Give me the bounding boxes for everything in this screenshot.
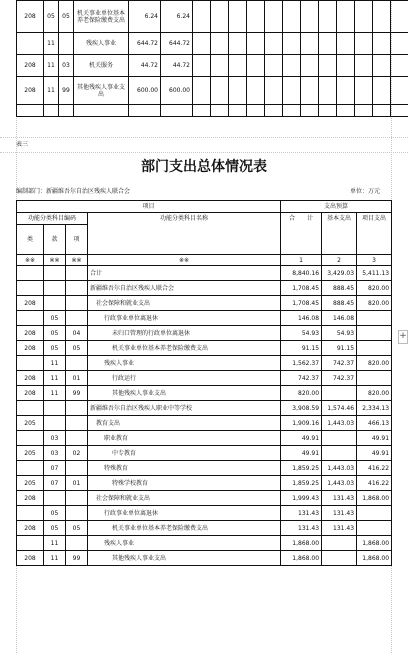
table-row [17,521,392,536]
amount-basic [322,386,357,401]
sheet-label: 表三 [16,141,29,148]
table-row [17,476,392,491]
header-budget: 支出预算 [281,201,392,213]
amount-basic [322,446,357,461]
item-name: 职业教育 [88,431,281,446]
empty-cell [319,55,337,77]
empty-cell [229,33,247,55]
empty-cell [355,55,373,77]
code-kuan [44,491,66,506]
amount-project: 1,868.00 [357,491,392,506]
amount-basic: 1,443.03 [322,476,357,491]
amount-total: 742.37 [281,371,322,386]
amount: 44.72 [129,55,161,77]
item-name: 特殊教育 [88,461,281,476]
amount-basic: 1,574.46 [322,401,357,416]
table-row [17,77,408,105]
item-name: 残疾人事业 [74,33,129,55]
code-lei: 208 [17,521,44,536]
code-lei: 208 [17,386,44,401]
table-row [17,33,408,55]
code-xiang [66,461,88,476]
code-xiang: 02 [66,446,88,461]
empty-cell [265,1,283,33]
amount-total: 1,859.25 [281,476,322,491]
expenditure-table [16,200,392,566]
code-xiang [59,33,74,55]
code-lei [17,536,44,551]
empty-cell [355,1,373,33]
empty-cell [355,105,373,117]
empty-cell [193,1,211,33]
amount-total: 8,840.16 [281,266,322,281]
item-name: 机关服务 [74,55,129,77]
amount-project: 49.91 [357,431,392,446]
empty-cell [391,105,408,117]
code-lei: 205 [17,476,44,491]
header-col-number: 2 [322,255,357,266]
amount: 6.24 [161,1,193,33]
empty-cell [129,105,161,117]
empty-cell [373,1,391,33]
code-lei: 208 [17,55,44,77]
code-kuan: 05 [44,1,59,33]
item-name: 行政运行 [88,371,281,386]
amount-total: 1,562.37 [281,356,322,371]
code-xiang [66,356,88,371]
table-row [17,266,392,281]
code-kuan [44,416,66,431]
code-xiang [66,431,88,446]
code-lei: 208 [17,371,44,386]
header-func-code: 功能分类科目编码 [17,213,88,225]
empty-cell [283,1,301,33]
page-break-guide [0,152,408,153]
amount-project: 820.00 [357,296,392,311]
empty-cell [373,33,391,55]
item-name: 其他残疾人事业支出 [88,551,281,566]
amount-project [357,371,392,386]
expenditure-table-body [17,266,392,566]
empty-cell [319,105,337,117]
amount-total: 1,708.45 [281,296,322,311]
amount-project [357,506,392,521]
amount-project: 416.22 [357,476,392,491]
item-name: 中专教育 [88,446,281,461]
empty-cell [319,33,337,55]
empty-cell [193,77,211,105]
table-row [17,326,392,341]
item-name: 社会保障和就业支出 [88,296,281,311]
item-name: 机关事业单位基本养老保险缴费支出 [74,1,129,33]
item-name: 新疆维吾尔自治区残疾人联合会 [88,281,281,296]
code-kuan [44,401,66,416]
code-kuan: 05 [44,311,66,326]
code-lei [17,281,44,296]
code-kuan: 03 [44,431,66,446]
header-total: 合 计 [281,213,322,255]
empty-cell [337,105,355,117]
empty-cell [44,105,59,117]
amount-total: 1,999.43 [281,491,322,506]
code-lei [17,431,44,446]
code-xiang: 03 [59,55,74,77]
code-kuan: 11 [44,33,59,55]
empty-cell [337,55,355,77]
unit-label: 单位：万元 [350,188,381,195]
empty-cell [391,1,408,33]
code-kuan [44,266,66,281]
code-kuan: 05 [44,326,66,341]
empty-cell [373,105,391,117]
amount-project: 49.91 [357,446,392,461]
amount-project: 820.00 [357,386,392,401]
code-xiang: 01 [66,371,88,386]
header-xx: ※※ [17,255,44,266]
code-kuan: 05 [44,341,66,356]
amount-total: 131.43 [281,506,322,521]
item-name: 行政事业单位离退休 [88,311,281,326]
amount-total: 54.93 [281,326,322,341]
code-kuan: 05 [44,521,66,536]
empty-cell [355,77,373,105]
code-xiang: 99 [66,386,88,401]
table-row [17,536,392,551]
table-row [17,55,408,77]
empty-cell [229,55,247,77]
previous-table-fragment [16,0,408,117]
table-row [17,431,392,446]
code-xiang [66,416,88,431]
compiling-unit: 编制部门：新疆维吾尔自治区残疾人联合会 [16,188,131,195]
table-row [17,281,392,296]
table-row [17,371,392,386]
empty-cell [193,55,211,77]
code-lei: 208 [17,1,44,33]
code-lei: 208 [17,77,44,105]
amount-project: 820.00 [357,281,392,296]
amount-project: 2,334.13 [357,401,392,416]
header-lei: 类 [17,225,44,255]
header-project: 项目支出 [357,213,392,255]
empty-cell [211,1,229,33]
table-row [17,446,392,461]
amount-total: 91.15 [281,341,322,356]
item-name: 行政事业单位离退休 [88,506,281,521]
empty-cell [301,1,319,33]
code-xiang: 99 [59,77,74,105]
header-xx: ※※ [44,255,66,266]
code-kuan [44,296,66,311]
table-row [17,551,392,566]
amount-basic: 1,443.03 [322,416,357,431]
empty-cell [391,55,408,77]
item-name: 社会保障和就业支出 [88,491,281,506]
table-row [17,506,392,521]
code-lei: 205 [17,416,44,431]
amount-total: 49.91 [281,446,322,461]
code-xiang: 01 [66,476,88,491]
table-row [17,311,392,326]
item-name: 新疆维吾尔自治区残疾人职业中等学校 [88,401,281,416]
code-xiang: 99 [66,551,88,566]
code-kuan: 11 [44,551,66,566]
amount-project [357,521,392,536]
code-kuan: 07 [44,461,66,476]
code-kuan: 11 [44,55,59,77]
empty-cell [229,77,247,105]
amount-basic [322,431,357,446]
table-row [17,461,392,476]
code-lei: 208 [17,341,44,356]
previous-table-body [17,1,408,117]
header-xx: ※※ [88,255,281,266]
code-lei [17,401,44,416]
item-name: 机关事业单位基本养老保险缴费支出 [88,341,281,356]
amount-total: 131.43 [281,521,322,536]
empty-cell [74,105,129,117]
amount-project [357,311,392,326]
header-basic: 基本支出 [322,213,357,255]
amount-project: 820.00 [357,356,392,371]
amount-project: 5,411.13 [357,266,392,281]
amount-basic: 91.15 [322,341,357,356]
code-kuan: 11 [44,536,66,551]
amount: 644.72 [161,33,193,55]
code-lei: 208 [17,326,44,341]
page-break-guide [0,137,408,138]
table-row [17,296,392,311]
code-kuan: 07 [44,476,66,491]
empty-cell [337,77,355,105]
empty-cell [211,55,229,77]
table-row [17,491,392,506]
code-kuan: 11 [44,371,66,386]
amount-basic: 888.45 [322,281,357,296]
empty-cell [283,33,301,55]
code-lei [17,33,44,55]
code-xiang: 05 [66,341,88,356]
expand-handle-icon[interactable]: + [398,330,408,344]
empty-cell [301,33,319,55]
empty-cell [337,1,355,33]
code-xiang [66,296,88,311]
header-col-number: 3 [357,255,392,266]
code-lei [17,266,44,281]
code-lei [17,356,44,371]
empty-cell [319,77,337,105]
table-row [17,105,408,117]
empty-cell [265,55,283,77]
empty-cell [265,33,283,55]
amount-project [357,341,392,356]
empty-cell [229,1,247,33]
code-kuan: 11 [44,386,66,401]
empty-cell [265,77,283,105]
empty-cell [193,33,211,55]
empty-cell [319,1,337,33]
code-lei [17,506,44,521]
empty-cell [247,77,265,105]
code-xiang [66,491,88,506]
header-xx: ※※ [66,255,88,266]
amount: 644.72 [129,33,161,55]
amount-basic: 54.93 [322,326,357,341]
code-xiang [66,311,88,326]
header-xiang: 项 [66,225,88,255]
amount-project [357,326,392,341]
empty-cell [247,55,265,77]
code-kuan: 11 [44,77,59,105]
item-name: 特殊学校教育 [88,476,281,491]
table-row [17,416,392,431]
code-lei: 208 [17,491,44,506]
amount-total: 1,868.00 [281,551,322,566]
item-name: 合计 [88,266,281,281]
amount-total: 49.91 [281,431,322,446]
page-title: 部门支出总体情况表 [141,159,267,175]
amount-total: 3,908.59 [281,401,322,416]
empty-cell [283,77,301,105]
code-xiang: 05 [66,521,88,536]
amount-basic: 131.43 [322,491,357,506]
empty-cell [391,77,408,105]
item-name: 其他残疾人事业支出 [88,386,281,401]
code-kuan [44,281,66,296]
header-kuan: 款 [44,225,66,255]
empty-cell [355,33,373,55]
amount: 600.00 [161,77,193,105]
code-lei: 205 [17,446,44,461]
amount-basic: 1,443.03 [322,461,357,476]
amount-total: 1,868.00 [281,536,322,551]
amount-basic [322,551,357,566]
empty-cell [337,33,355,55]
amount-total: 820.00 [281,386,322,401]
empty-cell [301,55,319,77]
amount-basic: 742.37 [322,371,357,386]
item-name: 残疾人事业 [88,536,281,551]
empty-cell [229,105,247,117]
empty-cell [193,105,211,117]
code-lei: 208 [17,296,44,311]
empty-cell [211,105,229,117]
table-row [17,401,392,416]
amount-basic: 146.08 [322,311,357,326]
item-name: 其他残疾人事业支出 [74,77,129,105]
code-kuan: 03 [44,446,66,461]
amount-basic: 742.37 [322,356,357,371]
amount: 600.00 [129,77,161,105]
empty-cell [59,105,74,117]
empty-cell [211,33,229,55]
item-name: 教育支出 [88,416,281,431]
amount-basic: 131.43 [322,521,357,536]
amount-basic: 888.45 [322,296,357,311]
empty-cell [247,1,265,33]
empty-cell [161,105,193,117]
amount: 44.72 [161,55,193,77]
amount: 6.24 [129,1,161,33]
empty-cell [247,33,265,55]
amount-total: 1,859.25 [281,461,322,476]
empty-cell [265,105,283,117]
amount-total: 146.08 [281,311,322,326]
code-lei [17,311,44,326]
empty-cell [373,77,391,105]
item-name: 残疾人事业 [88,356,281,371]
code-xiang [66,536,88,551]
table-row [17,356,392,371]
empty-cell [247,105,265,117]
item-name: 机关事业单位基本养老保险缴费支出 [88,521,281,536]
amount-total: 1,708.45 [281,281,322,296]
code-xiang [66,266,88,281]
code-kuan: 05 [44,506,66,521]
empty-cell [283,55,301,77]
code-xiang [66,281,88,296]
code-lei: 208 [17,551,44,566]
code-xiang [66,506,88,521]
table-row [17,1,408,33]
code-kuan: 11 [44,356,66,371]
amount-project: 1,868.00 [357,536,392,551]
amount-basic: 3,429.03 [322,266,357,281]
empty-cell [17,105,44,117]
amount-project: 466.13 [357,416,392,431]
table-row [17,341,392,356]
amount-basic [322,536,357,551]
amount-project: 1,868.00 [357,551,392,566]
amount-total: 1,909.16 [281,416,322,431]
item-name: 未归口管理的行政单位离退休 [88,326,281,341]
code-xiang: 04 [66,326,88,341]
header-func-name: 功能分类科目名称 [88,213,281,255]
empty-cell [373,55,391,77]
empty-cell [301,77,319,105]
code-xiang: 05 [59,1,74,33]
code-lei [17,461,44,476]
empty-cell [301,105,319,117]
empty-cell [283,105,301,117]
amount-basic: 131.43 [322,506,357,521]
code-xiang [66,401,88,416]
empty-cell [391,33,408,55]
header-item: 项目 [17,201,281,213]
header-col-number: 1 [281,255,322,266]
table-row [17,386,392,401]
amount-project: 416.22 [357,461,392,476]
empty-cell [211,77,229,105]
